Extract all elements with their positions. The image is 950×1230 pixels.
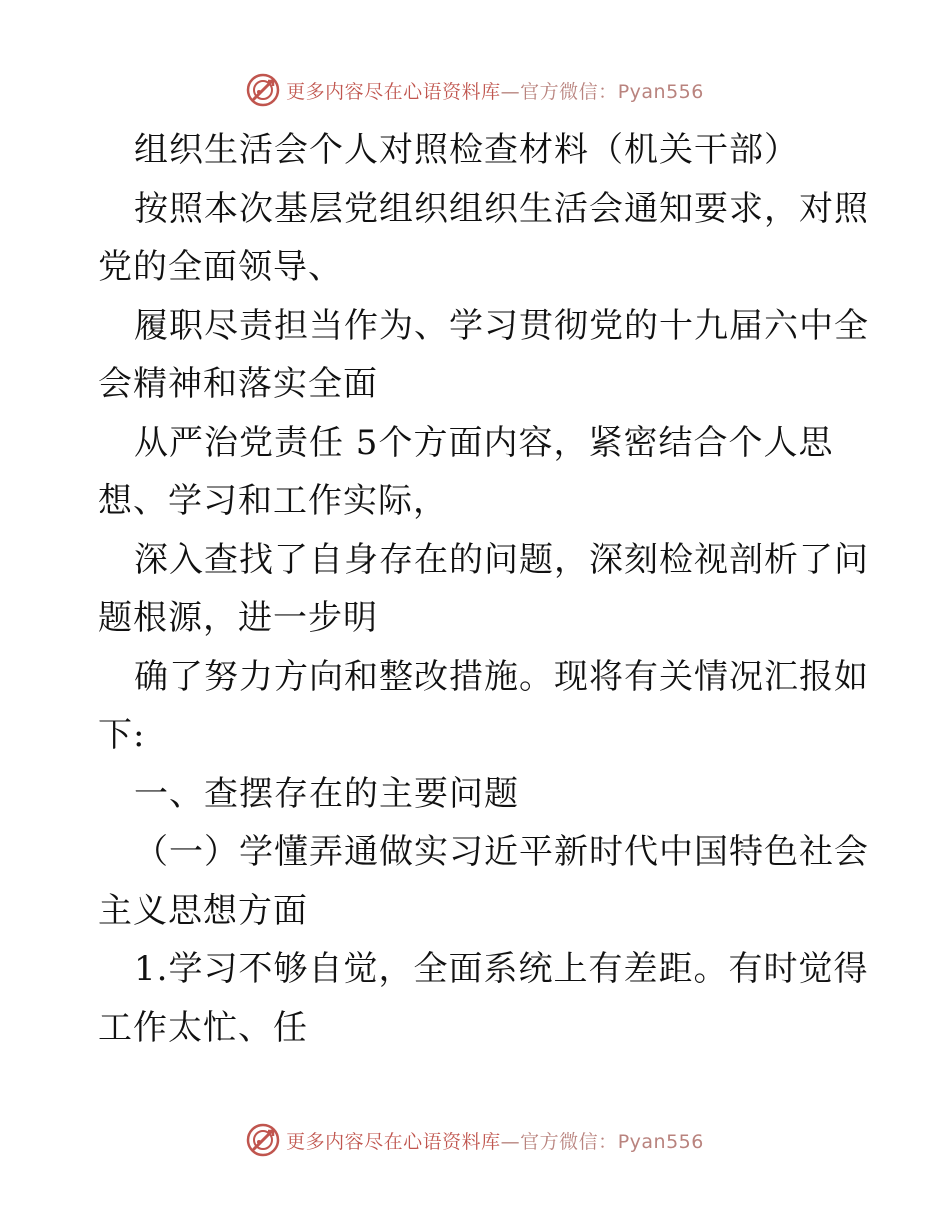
document-title: 组织生活会个人对照检查材料（机关干部）: [134, 130, 799, 170]
subsection-heading: （一）学懂弄通做实习近平新时代中国特色社会: [134, 832, 869, 872]
paragraph-line: 下:: [98, 715, 146, 755]
paragraph-line: 题根源，进一步明: [98, 598, 378, 638]
paragraph-line: 确了努力方向和整改措施。现将有关情况汇报如: [134, 656, 869, 697]
watermark-separator: —: [500, 80, 521, 103]
watermark-wechat-id: Pyan556: [617, 1130, 704, 1153]
header-watermark: [0, 70, 950, 110]
seal-logo-icon: [246, 73, 280, 107]
paragraph-line: 按照本次基层党组织组织生活会通知要求，对照: [134, 188, 869, 229]
paragraph-line: 1.学习不够自觉，全面系统上有差距。有时觉得: [134, 949, 869, 989]
document-body: [98, 121, 869, 1057]
paragraph-line: 深入查找了自身存在的问题，深刻检视剖析了问: [134, 539, 869, 580]
footer-watermark: [0, 1120, 950, 1160]
watermark-text: [286, 77, 704, 104]
watermark-wechat-label: 官方微信：: [520, 1130, 618, 1153]
paragraph-line: 履职尽责担当作为、学习贯彻党的十九届六中全: [134, 305, 869, 346]
watermark-text: [286, 1127, 704, 1154]
section-heading: 一、查摆存在的主要问题: [134, 773, 519, 814]
paragraph-line: 会精神和落实全面: [98, 364, 378, 404]
watermark-wechat-label: 官方微信：: [520, 80, 618, 103]
paragraph-line: 想、学习和工作实际，: [98, 481, 448, 521]
watermark-brand: 更多内容尽在心语资料库: [286, 1130, 501, 1153]
paragraph-line: 工作太忙、任: [98, 1007, 308, 1048]
watermark-wechat-id: Pyan556: [617, 80, 704, 103]
paragraph-line: 党的全面领导、: [98, 247, 343, 287]
subsection-heading: 主义思想方面: [98, 890, 308, 931]
watermark-separator: —: [500, 1130, 521, 1153]
paragraph-line: 从严治党责任 5个方面内容，紧密结合个人思: [134, 422, 834, 463]
watermark-brand: 更多内容尽在心语资料库: [286, 80, 501, 103]
seal-logo-icon: [246, 1123, 280, 1157]
